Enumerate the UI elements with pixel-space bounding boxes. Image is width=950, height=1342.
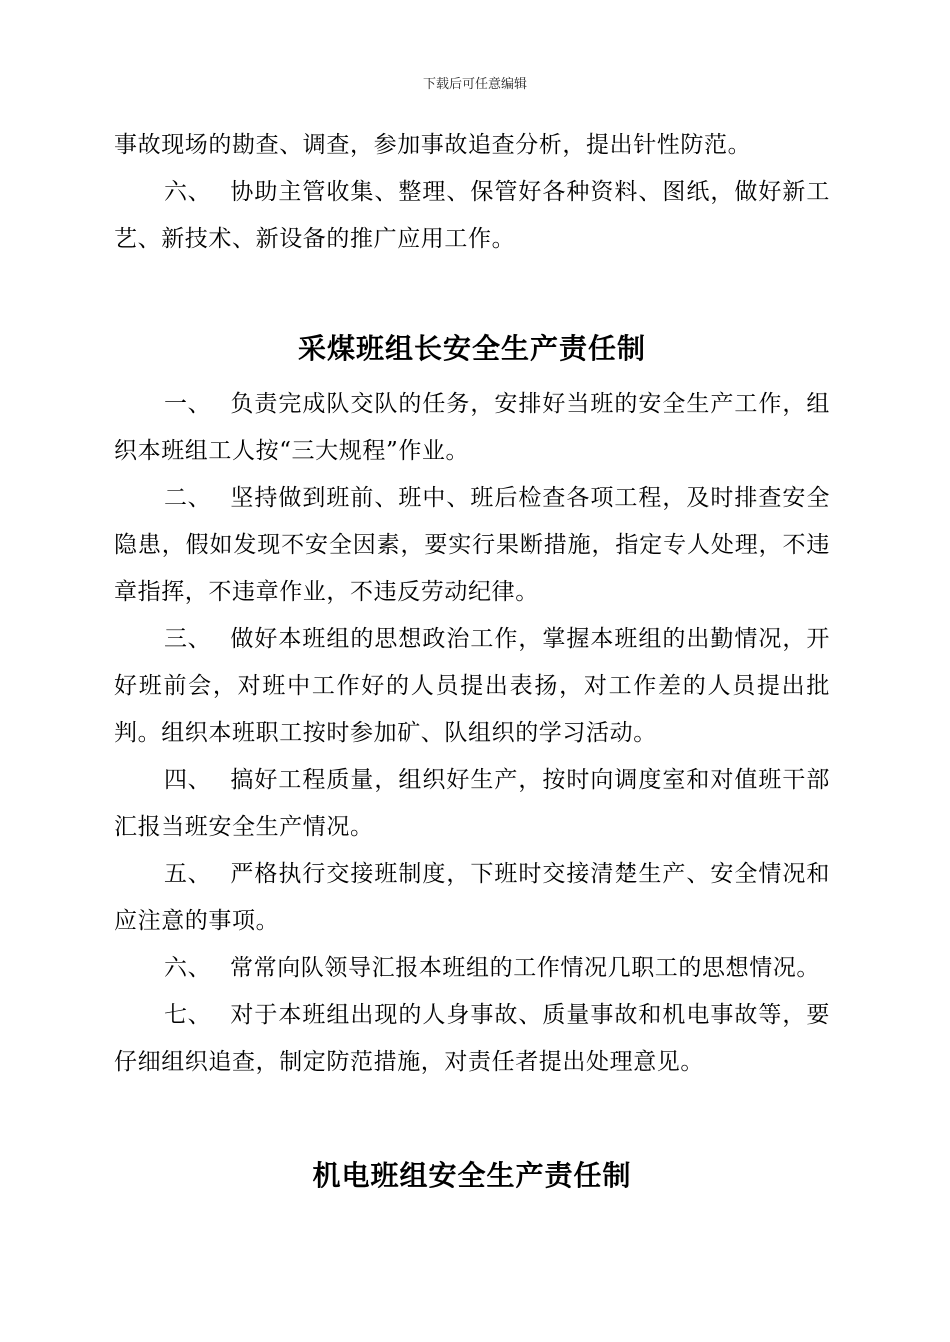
item-number: 五、 — [164, 861, 212, 887]
item-number: 一、 — [164, 391, 212, 417]
section1-item-3 — [114, 616, 830, 757]
item-text: 搞好工程质量，组织好生产，按时向调度室和对值班干部汇报当班安全生产情况。 — [114, 767, 830, 840]
item-text: 坚持做到班前、班中、班后检查各项工程，及时排查安全隐患，假如发现不安全因素，要实行果断措施，指定专人处理，不违章指挥，不违章作业，不违反劳动纪律。 — [114, 485, 830, 605]
continuation-paragraph: 事故现场的勘查、调查，参加事故追查分析，提出针性防范。 — [114, 132, 752, 158]
section1-item-2 — [114, 475, 830, 616]
page-header-note: 下载后可任意编辑 — [422, 77, 527, 92]
section1-item-6 — [114, 945, 830, 992]
item-text: 做好本班组的思想政治工作，掌握本班组的出勤情况，开好班前会，对班中工作好的人员提出表扬，对工作差的人员提出批判。组织本班职工按时参加矿、队组织的学习活动。 — [114, 626, 830, 746]
item-number: 二、 — [164, 485, 212, 511]
section1-item-4 — [114, 757, 830, 851]
item-number: 六、 — [164, 179, 212, 205]
section1-item-1 — [114, 381, 830, 475]
item-number: 四、 — [164, 767, 212, 793]
item-text: 常常向队领导汇报本班组的工作情况几职工的思想情况。 — [230, 955, 820, 981]
item-text: 对于本班组出现的人身事故、质量事故和机电事故等，要仔细组织追查，制定防范措施，对责任者提出处理意见。 — [114, 1002, 830, 1075]
item-number: 六、 — [164, 955, 212, 981]
section1-item-5 — [114, 851, 830, 945]
item-text: 严格执行交接班制度，下班时交接清楚生产、安全情况和应注意的事项。 — [114, 861, 830, 934]
intro-item-6 — [114, 169, 830, 263]
section-title-coal-mining: 采煤班组长安全生产责任制 — [297, 332, 646, 365]
item-text: 负责完成队交队的任务，安排好当班的安全生产工作，组织本班组工人按“三大规程”作业。 — [114, 391, 830, 464]
item-number: 七、 — [164, 1002, 212, 1028]
section1-item-7 — [114, 992, 830, 1086]
item-number: 三、 — [164, 626, 212, 652]
section-title-electromechanical: 机电班组安全生产责任制 — [312, 1159, 632, 1192]
item-text: 协助主管收集、整理、保管好各种资料、图纸，做好新工艺、新技术、新设备的推广应用工作。 — [114, 179, 830, 252]
document-body — [114, 122, 830, 1196]
